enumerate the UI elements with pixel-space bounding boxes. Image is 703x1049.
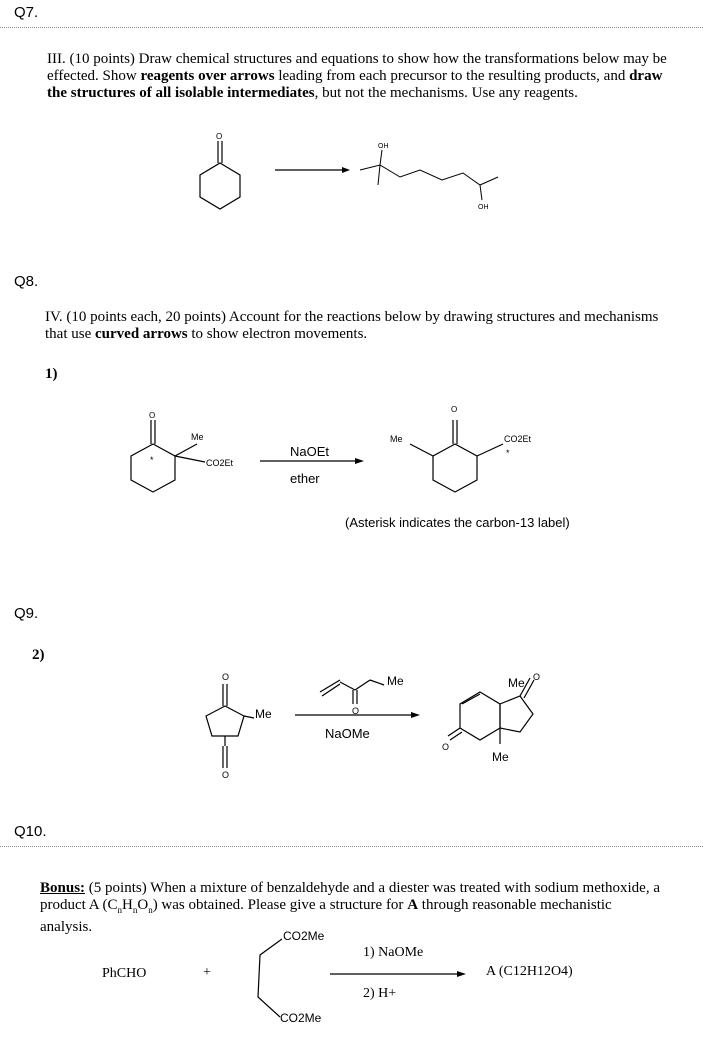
q7-o-atom: O <box>216 132 223 141</box>
q9-scheme <box>190 660 690 780</box>
q10-phcho: PhCHO <box>102 966 147 981</box>
q8-me-left: Me <box>191 432 204 442</box>
q8-co2et-right: CO2Et <box>504 434 532 444</box>
q8-reactant-structure <box>131 420 205 492</box>
q9-me-product-bottom: Me <box>492 750 509 764</box>
q9-o-product-top: O <box>533 672 541 682</box>
q9-reagent: NaOMe <box>325 726 370 741</box>
q8-part-1: 1) <box>45 366 58 382</box>
q9-enone-structure <box>320 680 384 704</box>
q9-o-product-left: O <box>442 742 450 752</box>
q9-part-2: 2) <box>32 647 45 663</box>
q7-scheme <box>180 125 520 220</box>
q8-o-left: O <box>149 411 156 420</box>
q9-o-top: O <box>222 672 230 682</box>
q9-me-sm: Me <box>255 707 272 721</box>
q8-star-left: * <box>150 455 154 465</box>
q9-me-product-top: Me <box>508 676 525 690</box>
q10-co2me-bottom: CO2Me <box>280 1011 322 1025</box>
divider <box>0 846 703 847</box>
divider <box>0 27 703 28</box>
q8-label: Q8. <box>14 273 39 290</box>
q8-co2et-left: CO2Et <box>206 458 234 468</box>
q8-scheme <box>110 400 610 510</box>
q8-reagent-top: NaOEt <box>290 444 330 459</box>
q9-o-bottom: O <box>222 770 230 780</box>
q8-product-structure <box>410 420 503 492</box>
q8-me-right: Me <box>390 434 403 444</box>
q10-label: Q10. <box>14 823 47 840</box>
q8-note: (Asterisk indicates the carbon-13 label) <box>345 515 570 530</box>
q9-o-enone: O <box>352 706 360 716</box>
q8-star-right: * <box>506 448 510 458</box>
q10-step2: 2) H+ <box>363 986 397 1001</box>
q10-plus: + <box>203 965 211 980</box>
q7-prompt: III. (10 points) Draw chemical structures and equations to show how the transformations below may be effected. Show reagents over arrows leading from each precursor to the resulting products, and draw the structures of all isolable intermediates, but not the mechanisms. Use any reagents. <box>47 51 667 101</box>
cyclohexanone-structure <box>200 141 240 209</box>
q7-oh-bottom: OH <box>478 204 489 211</box>
q10-step1: 1) NaOMe <box>363 945 424 960</box>
diol-product-structure <box>360 150 498 200</box>
q10-product: A (C12H12O4) <box>486 964 573 979</box>
q10-prompt: Bonus: (5 points) When a mixture of benzaldehyde and a diester was treated with sodium methoxide, a product A $(C_nH_nO_n)$ was obtained. Please give a structure for A through reasonable mechanistic analysis. <box>40 880 660 935</box>
q9-label: Q9. <box>14 605 39 622</box>
q7-oh-top: OH <box>378 143 389 150</box>
q8-prompt: IV. (10 points each, 20 points) Account for the reactions below by drawing structures and mechanisms that use curved arrows to show electron movements. <box>45 309 659 342</box>
q10-co2me-top: CO2Me <box>283 929 325 943</box>
q10-reaction-arrow <box>330 968 470 980</box>
q8-o-right: O <box>451 405 458 414</box>
q8-reagent-bottom: ether <box>290 471 320 486</box>
q9-dione-structure <box>206 684 254 768</box>
q7-reaction-arrow <box>275 167 350 173</box>
q7-label: Q7. <box>14 4 39 21</box>
q9-me-reagent: Me <box>387 674 404 688</box>
